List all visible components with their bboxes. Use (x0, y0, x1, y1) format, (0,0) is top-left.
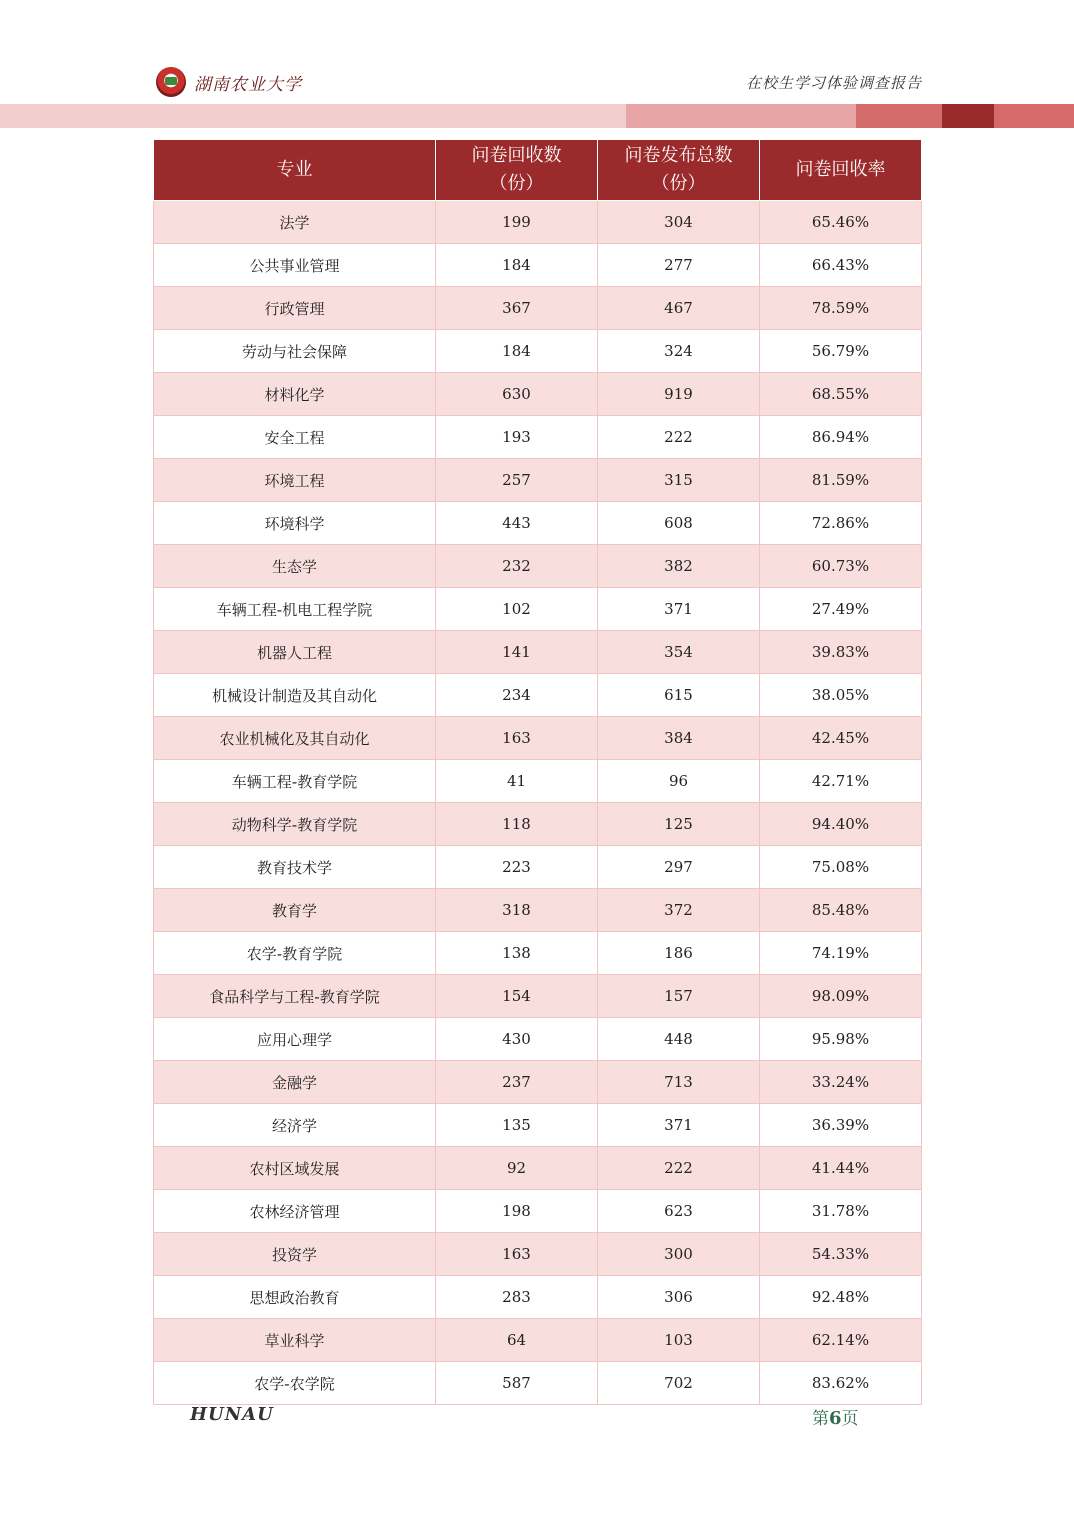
cell-major: 农村区域发展 (154, 1147, 436, 1190)
cell-collected: 587 (436, 1362, 598, 1405)
cell-major: 环境科学 (154, 502, 436, 545)
page-number-value: 6 (829, 1408, 842, 1429)
header-bar-segment (994, 104, 1074, 128)
column-header-issued (598, 140, 760, 201)
cell-collected: 237 (436, 1061, 598, 1104)
cell-major: 经济学 (154, 1104, 436, 1147)
cell-collected: 630 (436, 373, 598, 416)
cell-rate: 33.24% (760, 1061, 922, 1104)
column-header-major: 专业 (154, 140, 436, 201)
cell-rate: 98.09% (760, 975, 922, 1018)
table-row (154, 1104, 922, 1147)
cell-issued: 382 (598, 545, 760, 588)
table-row (154, 287, 922, 330)
cell-issued: 448 (598, 1018, 760, 1061)
cell-rate: 36.39% (760, 1104, 922, 1147)
table-row (154, 631, 922, 674)
table-row (154, 1018, 922, 1061)
page-suffix: 页 (841, 1409, 859, 1429)
cell-collected: 154 (436, 975, 598, 1018)
cell-rate: 65.46% (760, 201, 922, 244)
table-body (154, 201, 922, 1405)
report-title: 在校生学习体验调查报告 (745, 74, 922, 92)
column-header-rate: 问卷回收率 (760, 140, 922, 201)
header-bar-segment (856, 104, 942, 128)
cell-collected: 163 (436, 717, 598, 760)
cell-collected: 102 (436, 588, 598, 631)
cell-major: 行政管理 (154, 287, 436, 330)
cell-collected: 198 (436, 1190, 598, 1233)
page-header (0, 0, 1074, 130)
cell-issued: 306 (598, 1276, 760, 1319)
cell-issued: 222 (598, 416, 760, 459)
table-row (154, 760, 922, 803)
cell-major: 公共事业管理 (154, 244, 436, 287)
column-header-issued-line2: （份） (651, 173, 706, 194)
cell-rate: 60.73% (760, 545, 922, 588)
table-row (154, 932, 922, 975)
table-row (154, 717, 922, 760)
table-row (154, 674, 922, 717)
cell-rate: 42.71% (760, 760, 922, 803)
cell-major: 安全工程 (154, 416, 436, 459)
table-row (154, 1147, 922, 1190)
table-row (154, 330, 922, 373)
cell-collected: 318 (436, 889, 598, 932)
table-row (154, 459, 922, 502)
cell-collected: 223 (436, 846, 598, 889)
cell-major: 环境工程 (154, 459, 436, 502)
cell-rate: 31.78% (760, 1190, 922, 1233)
cell-issued: 96 (598, 760, 760, 803)
cell-major: 机械设计制造及其自动化 (154, 674, 436, 717)
cell-major: 车辆工程-教育学院 (154, 760, 436, 803)
cell-collected: 184 (436, 244, 598, 287)
column-header-collected-line2: （份） (489, 173, 544, 194)
cell-major: 劳动与社会保障 (154, 330, 436, 373)
table-row (154, 1319, 922, 1362)
table-row (154, 545, 922, 588)
cell-rate: 56.79% (760, 330, 922, 373)
cell-collected: 141 (436, 631, 598, 674)
cell-issued: 354 (598, 631, 760, 674)
table-row (154, 1276, 922, 1319)
table-row (154, 1233, 922, 1276)
table-row (154, 502, 922, 545)
cell-collected: 92 (436, 1147, 598, 1190)
cell-issued: 125 (598, 803, 760, 846)
cell-collected: 64 (436, 1319, 598, 1362)
cell-major: 生态学 (154, 545, 436, 588)
table-row (154, 1061, 922, 1104)
cell-collected: 257 (436, 459, 598, 502)
cell-collected: 118 (436, 803, 598, 846)
table-row (154, 846, 922, 889)
cell-collected: 184 (436, 330, 598, 373)
cell-rate: 38.05% (760, 674, 922, 717)
cell-rate: 27.49% (760, 588, 922, 631)
column-header-issued-line1: 问卷发布总数 (624, 145, 733, 166)
cell-issued: 467 (598, 287, 760, 330)
cell-issued: 315 (598, 459, 760, 502)
university-logo-icon (156, 67, 186, 97)
cell-collected: 138 (436, 932, 598, 975)
cell-collected: 199 (436, 201, 598, 244)
cell-rate: 39.83% (760, 631, 922, 674)
university-name: 湖南农业大学 (194, 75, 302, 95)
cell-issued: 300 (598, 1233, 760, 1276)
table-header-row (154, 140, 922, 201)
cell-collected: 234 (436, 674, 598, 717)
cell-rate: 62.14% (760, 1319, 922, 1362)
survey-response-table (153, 139, 922, 1405)
table-row (154, 201, 922, 244)
cell-major: 农学-农学院 (154, 1362, 436, 1405)
cell-major: 法学 (154, 201, 436, 244)
cell-collected: 193 (436, 416, 598, 459)
cell-rate: 95.98% (760, 1018, 922, 1061)
cell-issued: 623 (598, 1190, 760, 1233)
table-row (154, 975, 922, 1018)
page-number (812, 1404, 859, 1429)
cell-major: 农学-教育学院 (154, 932, 436, 975)
table-row (154, 373, 922, 416)
cell-issued: 186 (598, 932, 760, 975)
cell-major: 动物科学-教育学院 (154, 803, 436, 846)
cell-rate: 66.43% (760, 244, 922, 287)
cell-rate: 54.33% (760, 1233, 922, 1276)
cell-collected: 430 (436, 1018, 598, 1061)
cell-collected: 283 (436, 1276, 598, 1319)
table-row (154, 416, 922, 459)
cell-rate: 74.19% (760, 932, 922, 975)
cell-issued: 277 (598, 244, 760, 287)
cell-collected: 367 (436, 287, 598, 330)
cell-issued: 304 (598, 201, 760, 244)
cell-collected: 135 (436, 1104, 598, 1147)
cell-issued: 324 (598, 330, 760, 373)
header-bar-segment (942, 104, 994, 128)
table-row (154, 1190, 922, 1233)
footer-brand: HUNAU (190, 1404, 274, 1425)
cell-collected: 232 (436, 545, 598, 588)
cell-issued: 702 (598, 1362, 760, 1405)
cell-rate: 41.44% (760, 1147, 922, 1190)
cell-issued: 615 (598, 674, 760, 717)
cell-issued: 919 (598, 373, 760, 416)
cell-rate: 75.08% (760, 846, 922, 889)
column-header-collected (436, 140, 598, 201)
cell-major: 草业科学 (154, 1319, 436, 1362)
cell-issued: 384 (598, 717, 760, 760)
table-row (154, 803, 922, 846)
cell-major: 材料化学 (154, 373, 436, 416)
cell-rate: 42.45% (760, 717, 922, 760)
cell-rate: 78.59% (760, 287, 922, 330)
table-row (154, 889, 922, 932)
cell-collected: 443 (436, 502, 598, 545)
cell-issued: 297 (598, 846, 760, 889)
cell-major: 食品科学与工程-教育学院 (154, 975, 436, 1018)
cell-rate: 86.94% (760, 416, 922, 459)
cell-rate: 83.62% (760, 1362, 922, 1405)
cell-rate: 81.59% (760, 459, 922, 502)
cell-rate: 68.55% (760, 373, 922, 416)
cell-issued: 157 (598, 975, 760, 1018)
cell-issued: 371 (598, 588, 760, 631)
cell-rate: 85.48% (760, 889, 922, 932)
table-row (154, 1362, 922, 1405)
cell-major: 金融学 (154, 1061, 436, 1104)
cell-issued: 713 (598, 1061, 760, 1104)
column-header-collected-line1: 问卷回收数 (471, 145, 562, 166)
table-row (154, 244, 922, 287)
cell-major: 车辆工程-机电工程学院 (154, 588, 436, 631)
cell-collected: 163 (436, 1233, 598, 1276)
cell-major: 农业机械化及其自动化 (154, 717, 436, 760)
cell-major: 机器人工程 (154, 631, 436, 674)
cell-collected: 41 (436, 760, 598, 803)
cell-issued: 103 (598, 1319, 760, 1362)
cell-major: 思想政治教育 (154, 1276, 436, 1319)
cell-major: 投资学 (154, 1233, 436, 1276)
cell-rate: 94.40% (760, 803, 922, 846)
cell-major: 应用心理学 (154, 1018, 436, 1061)
cell-issued: 371 (598, 1104, 760, 1147)
table-row (154, 588, 922, 631)
cell-major: 教育学 (154, 889, 436, 932)
header-bar-segment (0, 104, 626, 128)
cell-issued: 608 (598, 502, 760, 545)
page-prefix: 第 (812, 1409, 829, 1429)
cell-rate: 92.48% (760, 1276, 922, 1319)
cell-rate: 72.86% (760, 502, 922, 545)
cell-issued: 222 (598, 1147, 760, 1190)
cell-major: 教育技术学 (154, 846, 436, 889)
header-bar-segment (626, 104, 856, 128)
cell-major: 农林经济管理 (154, 1190, 436, 1233)
cell-issued: 372 (598, 889, 760, 932)
